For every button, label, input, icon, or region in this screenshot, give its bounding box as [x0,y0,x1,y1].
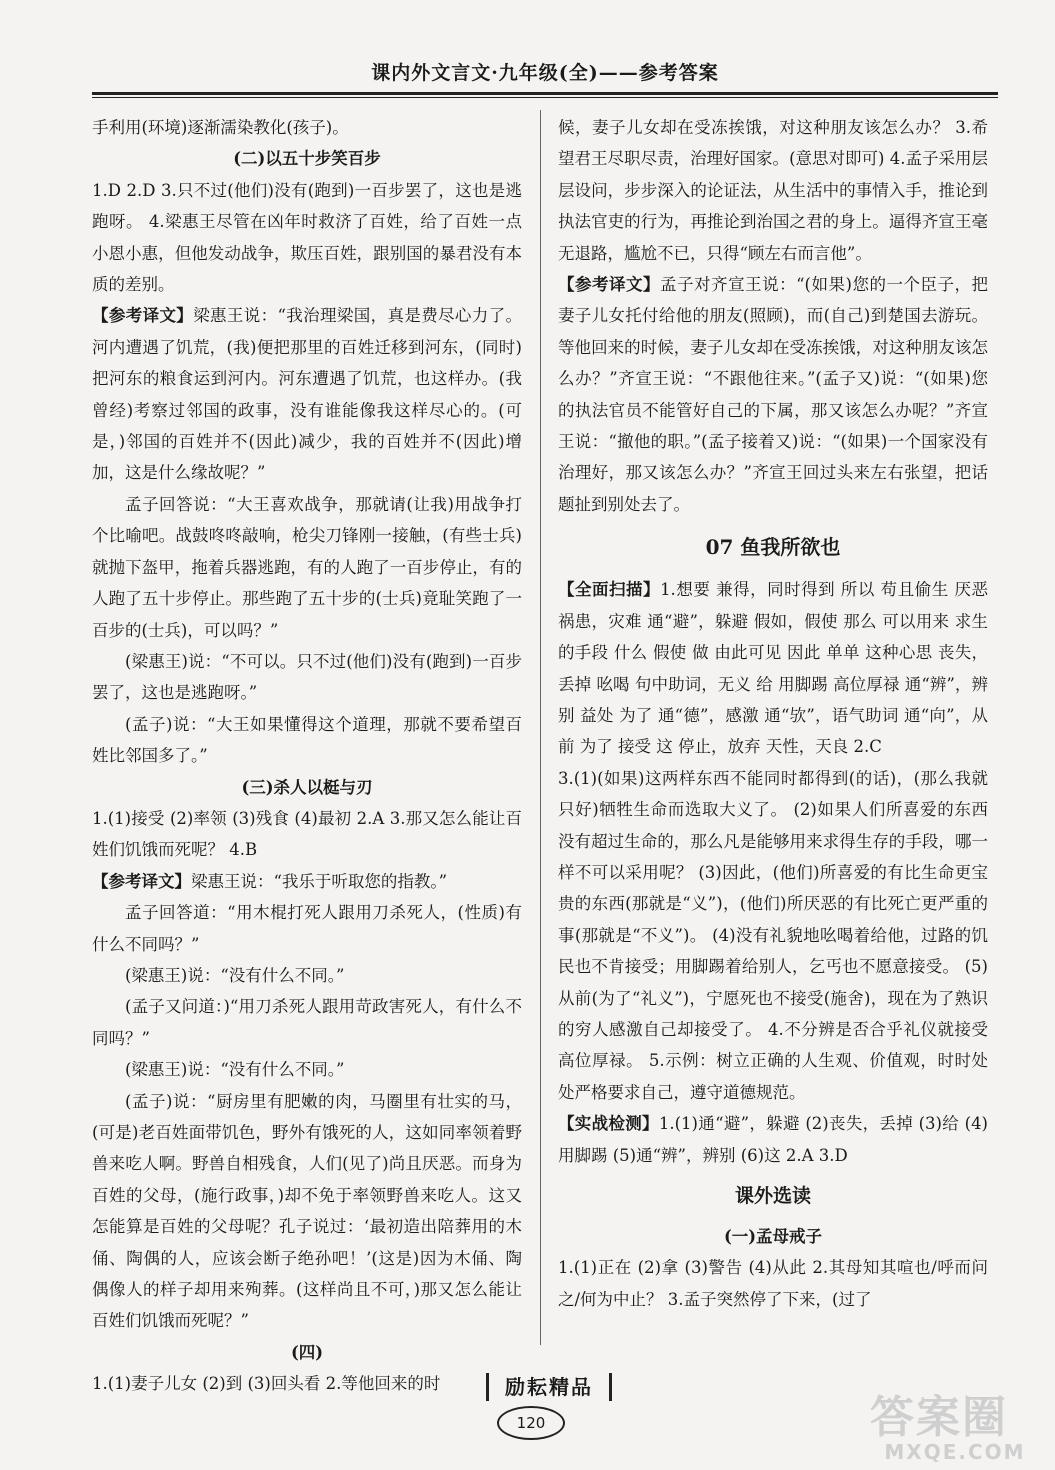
translation-paragraph: (孟子)说：“大王如果懂得这个道理，那就不要希望百姓比邻国多了。” [92,714,522,766]
tagged-paragraph [558,574,988,762]
answer-paragraph: 手利用(环境)逐渐濡染教化(孩子)。 [92,118,349,137]
header-rule-thin [92,97,998,98]
paragraph-text: 孟子对齐宣王说：“(如果)您的一个臣子，把妻子儿女托付给他的朋友(照顾)，而(自己)到楚国去游玩。等他回来的时候，妻子儿女却在受冻挨饿，对这种朋友该怎么办？”齐宣王说：“不跟他往来。”(孟子又)说：“(如果)您的执法官员不能管好自己的下属，那又该怎么办呢？”齐宣王说：“撤他的职。”(孟子接着又)说：“(如果)一个国家没有治理好，那又该怎么办？”齐宣王回过头来左右张望，把话题扯到别处去了。 [558,275,988,514]
translation-paragraph: 孟子回答说：“大王喜欢战争，那就请(让我)用战争打个比喻吧。战鼓咚咚敲响，枪尖刀锋刚一接触，(有些士兵)就抛下盔甲，拖着兵器逃跑，有的人跑了一百步停止，有的人跑了五十步停止。那些跑了五十步的(士兵)竟耻笑跑了一百步的(士兵)，可以吗？” [92,494,522,640]
answer-paragraph: 1.(1)正在 (2)拿 (3)警告 (4)从此 2.其母知其喧也/呼而问之/何为中止？ 3.孟子突然停了下来，(过了 [558,1258,988,1309]
subsection-heading: (一)孟母戒子 [723,1227,823,1246]
watermark [870,1392,1040,1465]
lesson-title: 07 鱼我所欲也 [705,535,841,560]
paragraph-text: 1.想要 兼得，同时得到 所以 苟且偷生 厌恶 祸患，灾难 通“避”，躲避 假如，假使 那么 可以用来 求生的手段 什么 假使 做 由此可见 因此 单单 这种心思 丧失，丢掉 吆喝 句中助词，无义 给 用脚踢 高位厚禄 通“辨”，辨别 益处 为了 通“德”，感激 通“欤”，语气助词 通“向”，从前 为了 接受 这 停止，放弃 天性，天良 2.C [558,580,988,757]
page-number: 120 [497,1406,565,1440]
paragraph-text: 梁惠王说：“我治理梁国，真是费尽心力了。河内遭遇了饥荒，(我)便把那里的百姓迁移到河东，(同时)把河东的粮食运到河内。河东遭遇了饥荒，也这样办。(我曾经)考察过邻国的政事，没有谁能像我这样尽心的。(可是，)邻国的百姓并不(因此)减少，我的百姓并不(因此)增加，这是什么缘故呢？” [92,306,523,483]
page-header: 课内外文言文·九年级(全)——参考答案 [371,62,719,84]
answer-paragraph: 候，妻子儿女却在受冻挨饿，对这种朋友该怎么办？ 3.希望君王尽职尽责，治理好国家。(意思对即可) 4.孟子采用层层设问，步步深入的论证法，从生活中的事情入手，推论到执法官吏的行为，再推论到治国之君的身上。逼得齐宣王毫无退路，尴尬不已，只得“顾左右而言他”。 [558,118,988,263]
section-heading: 课外选读 [734,1185,811,1207]
tagged-paragraph [558,1108,988,1171]
tagged-paragraph [558,269,988,520]
paragraph-tag: 【参考译文】 [92,306,194,326]
subsection-heading: (四) [290,1342,324,1362]
translation-paragraph: (孟子又问道：)“用刀杀死人跟用苛政害死人，有什么不同吗？” [92,997,522,1048]
paragraph-tag: 【全面扫描】 [558,580,661,600]
subsection-heading: (三)杀人以梃与刃 [241,777,373,797]
watermark-url: MXQE.COM [884,1440,1026,1464]
right-column [558,112,988,1315]
answer-paragraph: 3.(1)(如果)这两样东西不能同时都得到(的话)，(那么我就只好)牺牲生命而选取大义了。 (2)如果人们所喜爱的东西没有超过生命的，那么凡是能够用来求得生存的手段，哪一样不可以采用呢？ (3)因此，(他们)所喜爱的有比生命更宝贵的东西(那就是“义”)，(他们)所厌恶的有比死亡更严重的事(那就是“不义”)。 (4)没有礼貌地吆喝着给他，过路的饥民也不肯接受；用脚踢着给别人，乞丐也不愿意接受。 (5)从前(为了“礼义”)，宁愿死也不接受(施舍)，现在为了熟识的穷人感激自己却接受了。 4.不分辨是否合乎礼仪就接受高位厚禄。 5.示例：树立正确的人生观、价值观，时时处处严格要求自己，遵守道德规范。 [558,768,988,1102]
watermark-text: 答案圈 [870,1392,1008,1443]
paragraph-tag: 【实战检测】 [558,1114,659,1134]
translation-paragraph: (梁惠王)说：“没有什么不同。” [125,965,345,985]
answer-paragraph: 1.(1)妻子儿女 (2)到 (3)回头看 2.等他回来的时 [92,1374,441,1394]
translation-paragraph: (梁惠王)说：“没有什么不同。” [125,1060,345,1080]
translation-paragraph: 孟子回答道：“用木棍打死人跟用刀杀死人，(性质)有什么不同吗？” [92,903,522,954]
tagged-paragraph [92,866,522,897]
paragraph-text: 梁惠王说：“我乐于听取您的指教。” [191,871,448,891]
paragraph-text: 1.(1)通“避”，躲避 (2)丧失，丢掉 (3)给 (4)用脚踢 (5)通“辨”，辨别 (6)这 2.A 3.D [558,1114,988,1165]
subsection-heading: (二)以五十步笑百步 [233,149,381,169]
column-divider [540,110,541,1345]
translation-paragraph: (孟子)说：“厨房里有肥嫩的肉，马圈里有壮实的马，(可是)老百姓面带饥色，野外有饿死的人，这如同率领着野兽来吃人啊。野兽自相残食，人们(见了)尚且厌恶。而身为百姓的父母，(施行政事，)却不免于率领野兽来吃人。这又怎能算是百姓的父母呢？孔子说过：‘最初造出陪葬用的木俑、陶偶的人，应该会断子绝孙吧！’(这是)因为木俑、陶偶像人的样子却用来殉葬。(这样尚且不可，)那又怎么能让百姓们饥饿而死呢？” [92,1091,522,1331]
publisher-logo: 励耘精品 [486,1373,612,1401]
left-column [92,112,522,1400]
answer-paragraph: 1.D 2.D 3.只不过(他们)没有(跑到)一百步罢了，这也是逃跑呀。 4.梁惠王尽管在凶年时救济了百姓，给了百姓一点小恩小惠，但他发动战争，欺压百姓，跟别国的暴君没有本质的差别。 [92,180,522,295]
answer-paragraph: 1.(1)接受 (2)率领 (3)残食 (4)最初 2.A 3.那又怎么能让百姓们饥饿而死呢？ 4.B [92,808,522,860]
header-rule [92,92,998,95]
tagged-paragraph [92,300,522,488]
translation-paragraph: (梁惠王)说：“不可以。只不过(他们)没有(跑到)一百步罢了，这也是逃跑呀。” [92,651,522,703]
paragraph-tag: 【参考译文】 [92,871,191,891]
paragraph-tag: 【参考译文】 [558,275,661,295]
